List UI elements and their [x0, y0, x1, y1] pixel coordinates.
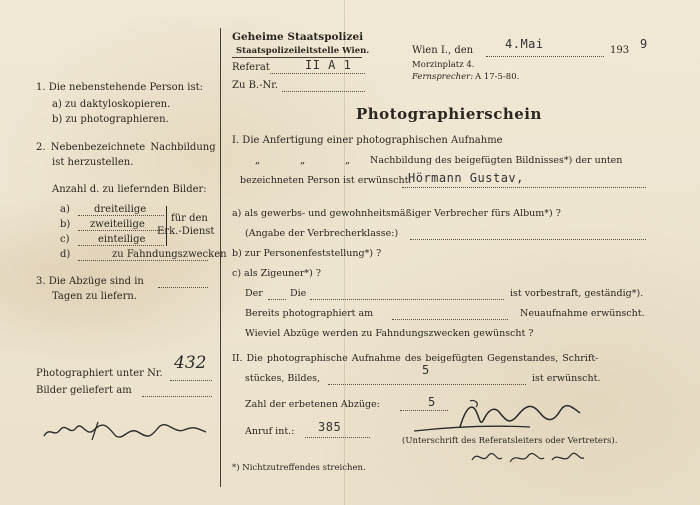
left-signature — [40, 418, 210, 446]
zahl-label: Zahl der erbetenen Abzüge: — [245, 399, 380, 410]
neuaufnahme-text: Neuaufnahme erwünscht. — [520, 308, 645, 319]
office: Staatspolizeileitstelle Wien. — [236, 46, 370, 56]
phone-label: Fernsprecher: — [412, 72, 474, 82]
vorbestraft-line — [310, 299, 504, 300]
person-name: Hörmann Gustav, — [408, 171, 524, 185]
item2-line2: ist herzustellen. — [52, 157, 134, 168]
brace-line1: für den — [171, 213, 208, 224]
section1-line1: I. Die Anfertigung einer photographischen Aufnahme — [232, 135, 503, 146]
photographed-label: Photographiert unter Nr. — [36, 368, 163, 379]
delivered-line — [142, 396, 212, 397]
section2-line2b: ist erwünscht. — [532, 373, 601, 384]
opt-d-label: zu Fahndungszwecken — [112, 249, 227, 260]
section2-line — [328, 384, 526, 385]
die-label: Die — [290, 288, 307, 299]
referat-value: II A 1 — [305, 58, 352, 72]
section2-line2a: stückes, Bildes, — [245, 373, 321, 384]
brace-line2: Erk.-Dienst — [157, 226, 215, 237]
bereits-line — [392, 319, 508, 320]
agency: Geheime Staatspolizei — [232, 31, 364, 43]
item3-line2: Tagen zu liefern. — [52, 291, 138, 302]
section1-line3: bezeichneten Person ist erwünscht: — [240, 175, 412, 186]
wieviel-text: Wieviel Abzüge werden zu Fahndungszwecken gewünscht ? — [245, 328, 534, 339]
year-prefix: 193 — [610, 45, 630, 56]
item2-line1: 2. Nebenbezeichnete Nachbildung — [36, 142, 216, 153]
opt-c-label: einteilige — [98, 234, 146, 245]
date-line — [486, 56, 604, 57]
year-suffix: 9 — [640, 37, 648, 51]
photographed-number: 432 — [174, 353, 207, 373]
place-label: Wien I., den — [412, 45, 474, 56]
date-value: 4.Mai — [505, 37, 544, 51]
section1-quote1: „ — [255, 155, 261, 166]
signature-caption: (Unterschrift des Referatsleiters oder Vertreters). — [402, 436, 618, 446]
option-a-sub-line — [410, 239, 646, 240]
anruf-line — [305, 437, 370, 438]
option-a-line: a) als gewerbs- und gewohnheitsmäßiger Verbrecher fürs Album*) ? — [232, 208, 561, 219]
bereits-label: Bereits photographiert am — [245, 308, 374, 319]
item1-option-a: a) zu daktyloskopieren. — [52, 99, 171, 110]
section1-line2: Nachbildung des beigefügten Bildnisses*) der unten — [370, 155, 623, 166]
person-line — [402, 187, 646, 188]
zahl-value: 5 — [428, 395, 436, 409]
photographed-line — [170, 380, 212, 381]
opt-a-letter: a) — [60, 204, 70, 215]
referat-signature — [410, 397, 590, 437]
delivered-label: Bilder geliefert am — [36, 385, 132, 396]
phone: A 17-5-80. — [475, 72, 520, 82]
anruf-label: Anruf int.: — [245, 426, 295, 437]
referat-line — [270, 73, 365, 74]
der-label: Der — [245, 288, 263, 299]
footnote: *) Nichtzutreffendes streichen. — [232, 463, 366, 473]
item1-label: 1. Die nebenstehende Person ist: — [36, 82, 203, 93]
address: Morzinplatz 4. — [412, 60, 475, 70]
anruf-value: 385 — [318, 420, 342, 434]
title-signature — [468, 446, 588, 468]
section1-quote2: „ — [300, 155, 306, 166]
opt-d-letter: d) — [60, 249, 71, 260]
vorbestraft-text: ist vorbestraft, geständig*). — [510, 288, 644, 299]
zu-line — [282, 91, 365, 92]
opt-c-letter: c) — [60, 234, 70, 245]
section2-line1: II. Die photographische Aufnahme des beigefügten Gegenstandes, Schrift- — [232, 353, 599, 364]
option-b-line: b) zur Personenfeststellung*) ? — [232, 248, 382, 259]
section1-quote3: „ — [345, 155, 351, 166]
item3-line — [158, 287, 208, 288]
option-c-line: c) als Zigeuner*) ? — [232, 268, 321, 279]
section2-count: 5 — [422, 363, 430, 377]
item3-line1: 3. Die Abzüge sind in — [36, 276, 144, 287]
opt-b-label: zweiteilige — [90, 219, 145, 230]
count-label: Anzahl d. zu liefernden Bilder: — [52, 184, 207, 195]
option-a-sub: (Angabe der Verbrecherklasse:) — [245, 228, 399, 239]
zu-label: Zu B.-Nr. — [232, 80, 279, 91]
der-die-line — [268, 299, 286, 300]
form-title: Photographierschein — [356, 105, 542, 123]
item1-option-b: b) zu photographieren. — [52, 114, 169, 125]
opt-b-letter: b) — [60, 219, 71, 230]
opt-a-label: dreiteilige — [94, 204, 147, 215]
referat-label: Referat — [232, 62, 270, 73]
